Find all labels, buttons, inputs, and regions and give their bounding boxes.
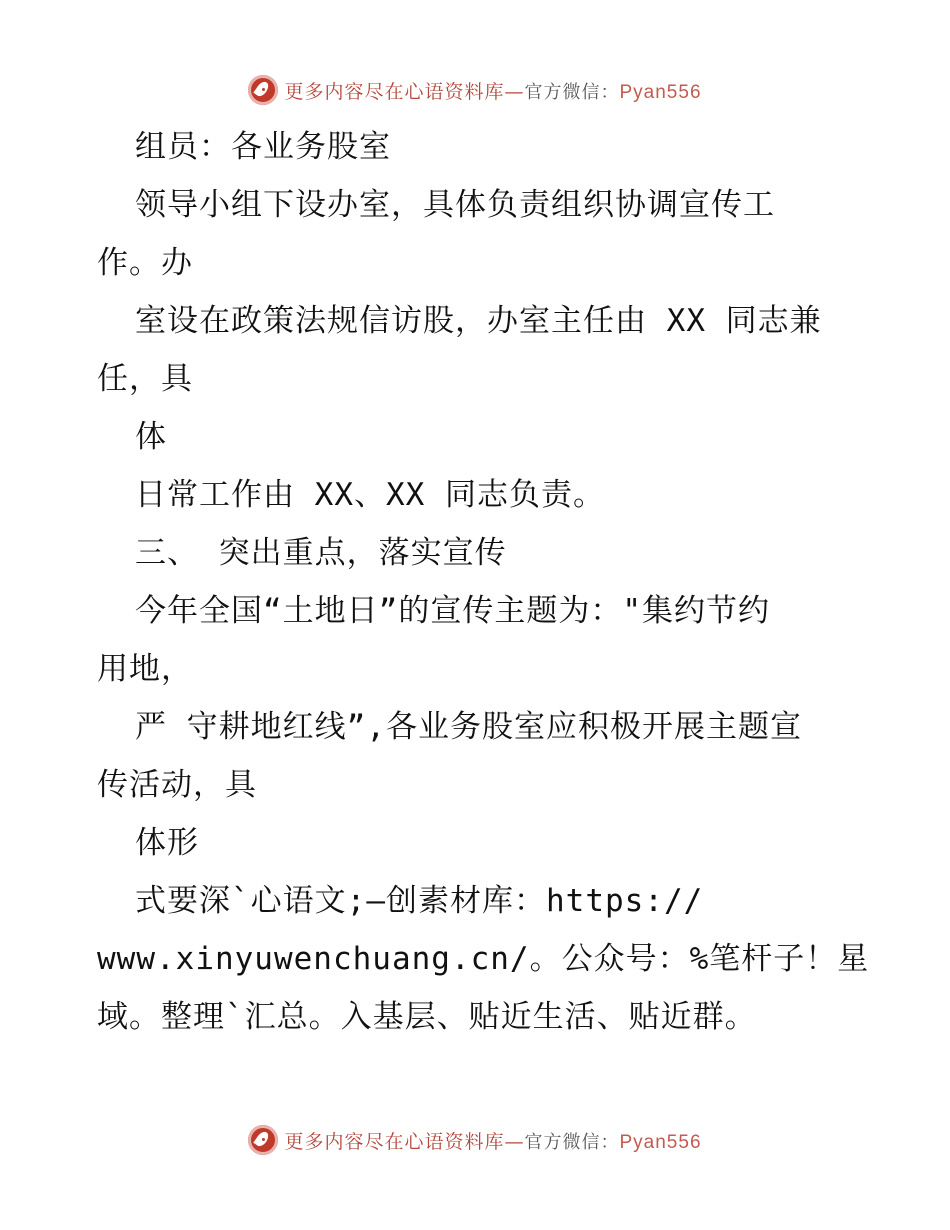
section-heading: 三、 突出重点，落实宣传 [135,535,507,571]
body-line: 任，具 [97,361,193,397]
pen-logo-icon [248,1125,278,1155]
watermark-brand: 更多内容尽在心语资料库 [284,80,505,103]
body-line: 域。整理`汇总。入基层、贴近生活、贴近群。 [97,999,757,1035]
watermark-dash: — [504,1130,525,1153]
body-line: 室设在政策法规信访股，办室主任由 XX 同志兼 [135,303,822,339]
body-line: 体形 [135,825,199,861]
watermark-wechat-label: 官方微信： [524,81,620,103]
body-line: 体 [135,419,167,455]
body-line: 今年全国“土地日”的宣传主题为："集约节约 [135,593,770,629]
body-line: 作。办 [97,245,193,281]
body-line: 式要深`心语文;—创素材库：https:// [135,883,704,919]
body-line: 领导小组下设办室，具体负责组织协调宣传工 [135,187,775,223]
watermark-brand: 更多内容尽在心语资料库 [284,1130,505,1153]
watermark-wechat-id: Pyan556 [619,81,702,103]
watermark-dash: — [504,80,525,103]
body-line: 用地， [97,651,193,687]
header-watermark-banner [0,70,950,110]
watermark-text [284,77,701,104]
body-line: 组员：各业务股室 [135,129,391,165]
body-line: 严 守耕地红线”,各业务股室应积极开展主题宣 [135,709,802,745]
body-line: 日常工作由 XX、XX 同志负责。 [135,477,605,513]
watermark-text [284,1127,701,1154]
watermark-wechat-label: 官方微信： [524,1131,620,1153]
body-line: 传活动，具 [97,767,257,803]
body-line: www.xinyuwenchuang.cn/。公众号：%笔杆子！星 [97,941,870,977]
footer-watermark-banner [0,1120,950,1160]
document-body [97,118,870,1046]
pen-logo-icon [248,75,278,105]
watermark-wechat-id: Pyan556 [619,1131,702,1153]
